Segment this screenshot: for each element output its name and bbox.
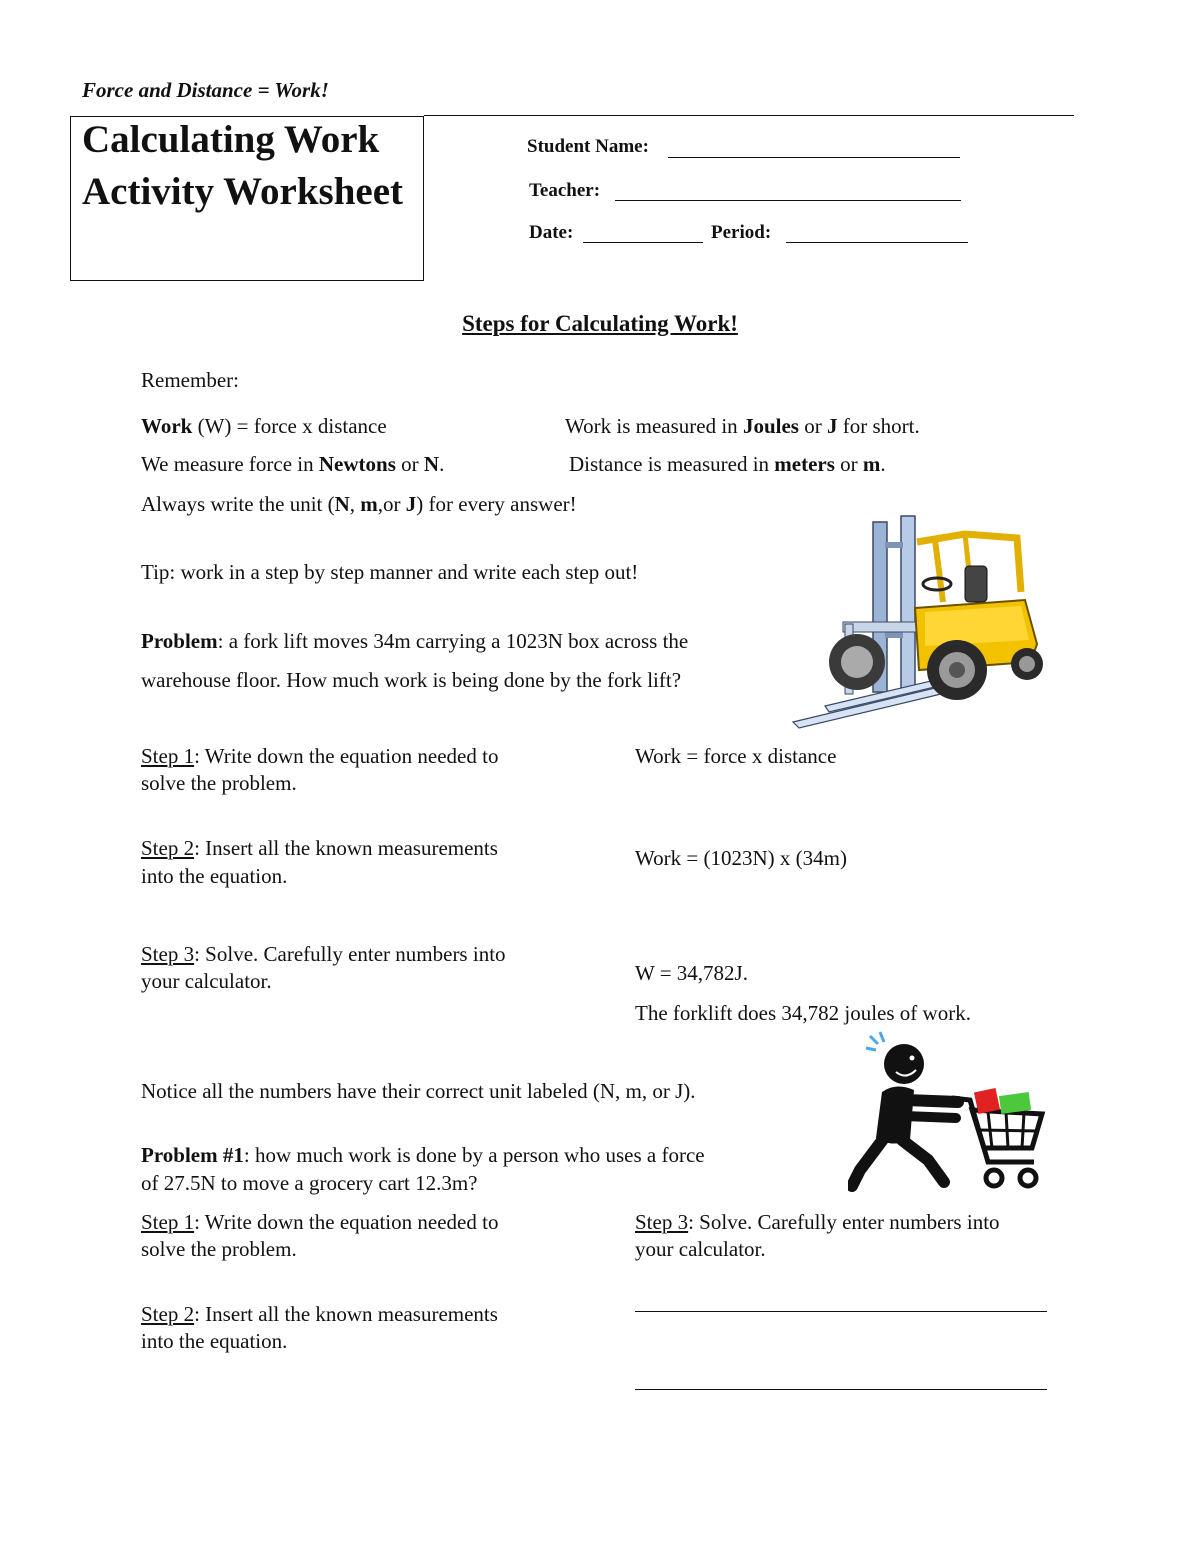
- worksheet-title-line2: Activity Worksheet: [82, 170, 403, 213]
- example-step1-line2: solve the problem.: [141, 771, 297, 795]
- force-unit-note: We measure force in Newtons or N.: [141, 452, 445, 476]
- answer-line-2[interactable]: [635, 1389, 1047, 1390]
- distance-unit-note: Distance is measured in meters or m.: [569, 452, 886, 476]
- steps-heading: Steps for Calculating Work!: [462, 311, 738, 336]
- period-line[interactable]: [786, 242, 968, 243]
- problem-line1: Problem: a fork lift moves 34m carrying a 1023N box across the: [141, 629, 689, 653]
- always-unit-note: Always write the unit (N, m,or J) for every answer!: [141, 492, 577, 516]
- example-step2-answer: Work = (1023N) x (34m): [635, 846, 847, 870]
- p1-step2-line2: into the equation.: [141, 1329, 288, 1353]
- example-step3-line2: your calculator.: [141, 969, 272, 993]
- p1-step1-line2: solve the problem.: [141, 1237, 297, 1261]
- remember-label: Remember:: [141, 368, 239, 392]
- tip-text: Tip: work in a step by step manner and write each step out!: [141, 560, 639, 584]
- example-step1-answer: Work = force x distance: [635, 744, 837, 768]
- worksheet-subtitle: Force and Distance = Work!: [82, 78, 329, 102]
- period-label: Period:: [711, 222, 772, 243]
- p1-step1-line1: Step 1: Write down the equation needed to: [141, 1210, 499, 1234]
- date-label: Date:: [529, 222, 574, 243]
- problem-line2: warehouse floor. How much work is being done by the fork lift?: [141, 668, 682, 692]
- example-step2-line1: Step 2: Insert all the known measurements: [141, 836, 498, 860]
- teacher-line[interactable]: [615, 200, 961, 201]
- student-name-line[interactable]: [668, 157, 960, 158]
- example-step2-line2: into the equation.: [141, 864, 288, 888]
- teacher-label: Teacher:: [529, 180, 601, 201]
- problem1-line1: Problem #1: how much work is done by a person who uses a force: [141, 1143, 705, 1167]
- work-formula: Work (W) = force x distance: [141, 414, 387, 438]
- example-step3-conclusion: The forklift does 34,782 joules of work.: [635, 1001, 971, 1025]
- notice-text: Notice all the numbers have their correct unit labeled (N, m, or J).: [141, 1079, 696, 1103]
- worksheet-title-line1: Calculating Work: [82, 118, 380, 161]
- date-line[interactable]: [583, 242, 703, 243]
- problem1-line2: of 27.5N to move a grocery cart 12.3m?: [141, 1171, 478, 1195]
- p1-step2-line1: Step 2: Insert all the known measurements: [141, 1302, 498, 1326]
- p1-step3-line1: Step 3: Solve. Carefully enter numbers into: [635, 1210, 1000, 1234]
- work-unit-note: Work is measured in Joules or J for short.: [565, 414, 920, 438]
- student-name-label: Student Name:: [527, 136, 649, 157]
- forklift-icon: [785, 512, 1050, 734]
- shopping-cart-person-icon: [848, 1030, 1048, 1195]
- example-step1-line1: Step 1: Write down the equation needed to: [141, 744, 499, 768]
- p1-step3-line2: your calculator.: [635, 1237, 766, 1261]
- header-rule: [424, 115, 1074, 116]
- example-step3-answer: W = 34,782J.: [635, 961, 748, 985]
- example-step3-line1: Step 3: Solve. Carefully enter numbers into: [141, 942, 506, 966]
- answer-line-1[interactable]: [635, 1311, 1047, 1312]
